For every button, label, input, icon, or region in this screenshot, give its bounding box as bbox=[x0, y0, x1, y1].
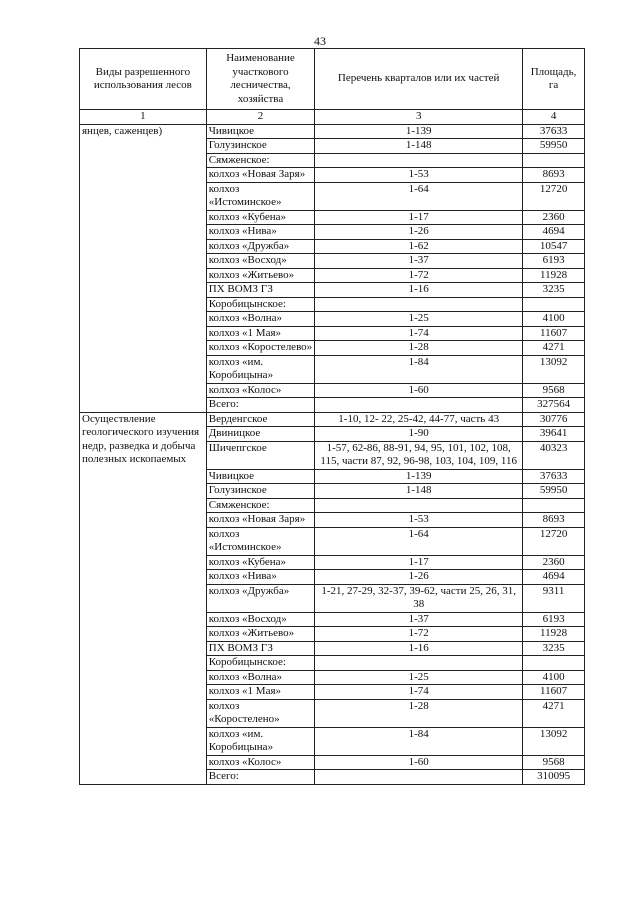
table-row bbox=[80, 124, 585, 139]
quarters-cell: 1-16 bbox=[315, 641, 523, 656]
quarters-cell: 1-10, 12- 22, 25-42, 44-77, часть 43 bbox=[315, 412, 523, 427]
area-cell: 11607 bbox=[523, 326, 585, 341]
forestry-name-cell: колхоз «им. Коробицына» bbox=[206, 727, 315, 755]
quarters-cell: 1-139 bbox=[315, 469, 523, 484]
quarters-cell bbox=[315, 498, 523, 513]
quarters-cell: 1-84 bbox=[315, 355, 523, 383]
quarters-cell: 1-148 bbox=[315, 139, 523, 154]
forestry-name-cell: колхоз «им. Коробицына» bbox=[206, 355, 315, 383]
quarters-cell: 1-25 bbox=[315, 670, 523, 685]
quarters-cell: 1-37 bbox=[315, 254, 523, 269]
area-cell: 4100 bbox=[523, 312, 585, 327]
forestry-name-cell: Сямженское: bbox=[206, 498, 315, 513]
column-number: 2 bbox=[206, 110, 315, 125]
area-cell: 6193 bbox=[523, 612, 585, 627]
forestry-name-cell: колхоз «Истоминское» bbox=[206, 527, 315, 555]
quarters-cell: 1-16 bbox=[315, 283, 523, 298]
quarters-cell: 1-28 bbox=[315, 699, 523, 727]
quarters-cell: 1-17 bbox=[315, 555, 523, 570]
area-cell: 39641 bbox=[523, 427, 585, 442]
area-cell: 37633 bbox=[523, 469, 585, 484]
forestry-name-cell: колхоз «Восход» bbox=[206, 254, 315, 269]
area-cell: 6193 bbox=[523, 254, 585, 269]
forestry-name-cell: колхоз «Дружба» bbox=[206, 239, 315, 254]
quarters-cell: 1-84 bbox=[315, 727, 523, 755]
quarters-cell: 1-60 bbox=[315, 755, 523, 770]
forest-use-table bbox=[79, 48, 585, 785]
table-header-row bbox=[80, 49, 585, 110]
forestry-name-cell: ПХ ВОМЗ ГЗ bbox=[206, 283, 315, 298]
forestry-name-cell: колхоз «Нива» bbox=[206, 225, 315, 240]
forestry-name-cell: колхоз «Новая Заря» bbox=[206, 513, 315, 528]
area-cell bbox=[523, 498, 585, 513]
quarters-cell bbox=[315, 153, 523, 168]
header-forestry-name: Наименование участкового лесничества, хозяйства bbox=[206, 49, 315, 110]
area-cell: 13092 bbox=[523, 727, 585, 755]
area-cell: 59950 bbox=[523, 484, 585, 499]
area-cell: 4100 bbox=[523, 670, 585, 685]
quarters-cell: 1-26 bbox=[315, 225, 523, 240]
quarters-cell: 1-25 bbox=[315, 312, 523, 327]
use-type-cell: янцев, саженцев) bbox=[80, 124, 207, 412]
area-cell: 3235 bbox=[523, 641, 585, 656]
area-cell: 59950 bbox=[523, 139, 585, 154]
quarters-cell: 1-62 bbox=[315, 239, 523, 254]
area-cell: 40323 bbox=[523, 441, 585, 469]
forestry-name-cell: колхоз «Коростелено» bbox=[206, 699, 315, 727]
forestry-name-cell: колхоз «1 Мая» bbox=[206, 326, 315, 341]
forestry-name-cell: колхоз «Кубена» bbox=[206, 555, 315, 570]
quarters-cell: 1-72 bbox=[315, 627, 523, 642]
quarters-cell: 1-26 bbox=[315, 570, 523, 585]
forestry-name-cell: Голузинское bbox=[206, 484, 315, 499]
quarters-cell: 1-72 bbox=[315, 268, 523, 283]
forestry-name-cell: Верденгское bbox=[206, 412, 315, 427]
area-cell bbox=[523, 656, 585, 671]
forestry-name-cell: колхоз «Волна» bbox=[206, 312, 315, 327]
forestry-name-cell: Коробицынское: bbox=[206, 297, 315, 312]
quarters-cell: 1-37 bbox=[315, 612, 523, 627]
forestry-name-cell: Чивицкое bbox=[206, 469, 315, 484]
area-cell: 2360 bbox=[523, 210, 585, 225]
area-cell: 11928 bbox=[523, 268, 585, 283]
forestry-name-cell: Голузинское bbox=[206, 139, 315, 154]
forestry-name-cell: колхоз «Новая Заря» bbox=[206, 168, 315, 183]
forestry-name-cell: колхоз «Дружба» bbox=[206, 584, 315, 612]
quarters-cell: 1-17 bbox=[315, 210, 523, 225]
forestry-name-cell: Всего: bbox=[206, 770, 315, 785]
area-cell: 4271 bbox=[523, 699, 585, 727]
forestry-name-cell: Двиницкое bbox=[206, 427, 315, 442]
quarters-cell: 1-90 bbox=[315, 427, 523, 442]
use-type-cell: Осуществление геологического изучения недр, разведка и добыча полезных ископаемых bbox=[80, 412, 207, 784]
area-cell: 37633 bbox=[523, 124, 585, 139]
area-cell: 13092 bbox=[523, 355, 585, 383]
forestry-name-cell: Чивицкое bbox=[206, 124, 315, 139]
area-cell bbox=[523, 297, 585, 312]
quarters-cell: 1-139 bbox=[315, 124, 523, 139]
quarters-cell: 1-53 bbox=[315, 513, 523, 528]
area-cell: 4694 bbox=[523, 570, 585, 585]
area-cell: 11607 bbox=[523, 685, 585, 700]
forestry-name-cell: колхоз «Житьево» bbox=[206, 268, 315, 283]
area-cell: 4271 bbox=[523, 341, 585, 356]
area-cell: 12720 bbox=[523, 527, 585, 555]
area-cell: 2360 bbox=[523, 555, 585, 570]
forestry-name-cell: колхоз «Кубена» bbox=[206, 210, 315, 225]
area-cell: 9568 bbox=[523, 755, 585, 770]
area-cell: 3235 bbox=[523, 283, 585, 298]
forestry-name-cell: колхоз «Житьево» bbox=[206, 627, 315, 642]
column-number: 4 bbox=[523, 110, 585, 125]
forestry-name-cell: колхоз «Коростелево» bbox=[206, 341, 315, 356]
column-number: 1 bbox=[80, 110, 207, 125]
quarters-cell bbox=[315, 297, 523, 312]
forestry-name-cell: колхоз «Нива» bbox=[206, 570, 315, 585]
area-cell: 8693 bbox=[523, 168, 585, 183]
area-cell: 9568 bbox=[523, 383, 585, 398]
quarters-cell: 1-74 bbox=[315, 685, 523, 700]
forestry-name-cell: колхоз «Восход» bbox=[206, 612, 315, 627]
area-cell: 9311 bbox=[523, 584, 585, 612]
quarters-cell bbox=[315, 770, 523, 785]
forestry-name-cell: колхоз «Волна» bbox=[206, 670, 315, 685]
area-cell: 8693 bbox=[523, 513, 585, 528]
quarters-cell: 1-21, 27-29, 32-37, 39-62, части 25, 26, 31, 38 bbox=[315, 584, 523, 612]
forestry-name-cell: Сямженское: bbox=[206, 153, 315, 168]
quarters-cell: 1-74 bbox=[315, 326, 523, 341]
quarters-cell bbox=[315, 656, 523, 671]
area-cell: 12720 bbox=[523, 182, 585, 210]
quarters-cell: 1-64 bbox=[315, 527, 523, 555]
quarters-cell: 1-28 bbox=[315, 341, 523, 356]
quarters-cell: 1-53 bbox=[315, 168, 523, 183]
table-row bbox=[80, 412, 585, 427]
quarters-cell: 1-148 bbox=[315, 484, 523, 499]
header-use-type: Виды разрешенного использования лесов bbox=[80, 49, 207, 110]
quarters-cell bbox=[315, 398, 523, 413]
table-body bbox=[80, 124, 585, 784]
quarters-cell: 1-64 bbox=[315, 182, 523, 210]
area-cell: 10547 bbox=[523, 239, 585, 254]
area-cell: 11928 bbox=[523, 627, 585, 642]
forestry-name-cell: Коробицынское: bbox=[206, 656, 315, 671]
forestry-name-cell: Всего: bbox=[206, 398, 315, 413]
forestry-name-cell: колхоз «Истоминское» bbox=[206, 182, 315, 210]
quarters-cell: 1-57, 62-86, 88-91, 94, 95, 101, 102, 108, 115, части 87, 92, 96-98, 103, 104, 109, 116 bbox=[315, 441, 523, 469]
forestry-name-cell: колхоз «Колос» bbox=[206, 383, 315, 398]
forestry-name-cell: колхоз «1 Мая» bbox=[206, 685, 315, 700]
area-cell: 310095 bbox=[523, 770, 585, 785]
page-number: 43 bbox=[314, 34, 326, 48]
table-column-numbers bbox=[80, 110, 585, 125]
header-area: Площадь, га bbox=[523, 49, 585, 110]
forestry-name-cell: Шичепгское bbox=[206, 441, 315, 469]
quarters-cell: 1-60 bbox=[315, 383, 523, 398]
header-quarters: Перечень кварталов или их частей bbox=[315, 49, 523, 110]
area-cell: 4694 bbox=[523, 225, 585, 240]
forestry-name-cell: колхоз «Колос» bbox=[206, 755, 315, 770]
area-cell bbox=[523, 153, 585, 168]
area-cell: 30776 bbox=[523, 412, 585, 427]
column-number: 3 bbox=[315, 110, 523, 125]
forestry-name-cell: ПХ ВОМЗ ГЗ bbox=[206, 641, 315, 656]
area-cell: 327564 bbox=[523, 398, 585, 413]
